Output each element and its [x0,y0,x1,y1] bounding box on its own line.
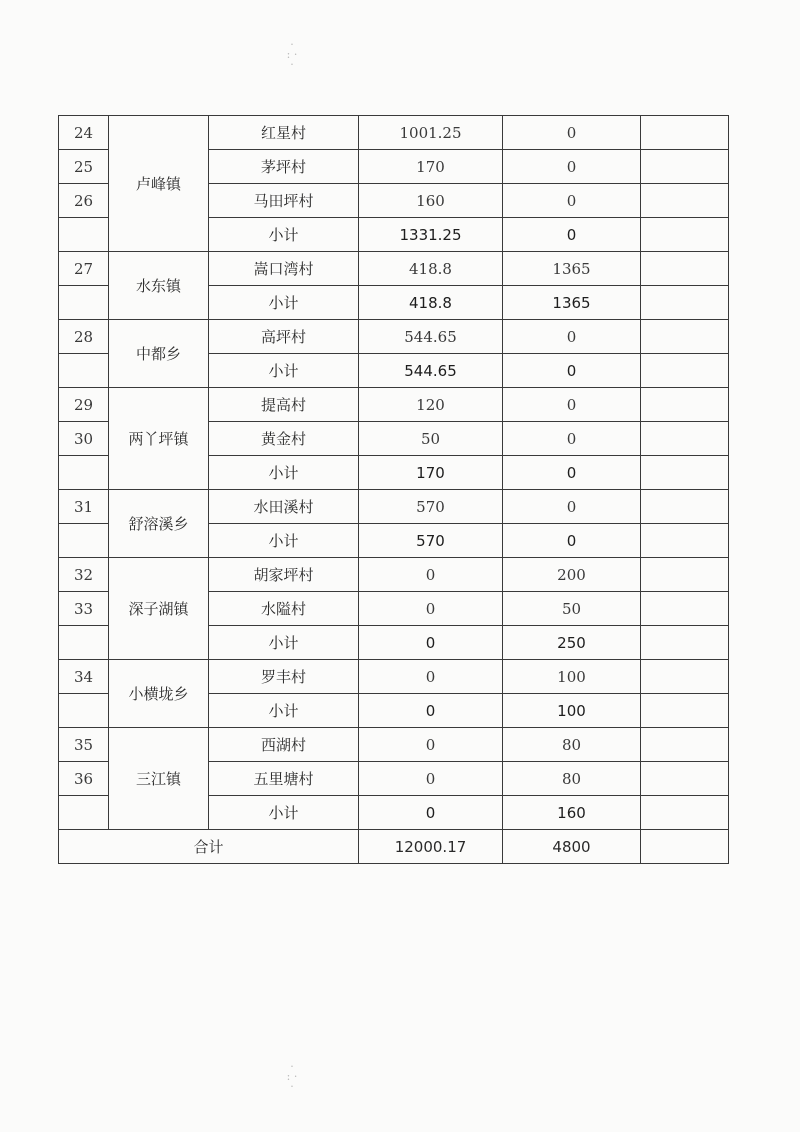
remarks-cell [641,252,729,286]
subtotal-value-a: 544.65 [359,354,503,388]
row-number-empty [59,218,109,252]
remarks-cell [641,116,729,150]
row-number: 30 [59,422,109,456]
remarks-cell [641,320,729,354]
row-number: 36 [59,762,109,796]
town-name: 卢峰镇 [109,116,209,252]
table-row [59,660,729,694]
table-row [59,388,729,422]
town-name: 小横垅乡 [109,660,209,728]
remarks-cell [641,422,729,456]
row-number: 26 [59,184,109,218]
value-b: 0 [503,116,641,150]
value-a: 0 [359,762,503,796]
value-a: 0 [359,558,503,592]
subtotal-value-a: 170 [359,456,503,490]
table-body [59,116,729,864]
subtotal-value-a: 0 [359,694,503,728]
remarks-cell [641,388,729,422]
subtotal-label: 小计 [209,626,359,660]
subtotal-value-b: 250 [503,626,641,660]
subtotal-value-a: 0 [359,796,503,830]
scan-artifact-bottom: · : · · [286,1060,298,1093]
village-name: 高坪村 [209,320,359,354]
row-number-empty [59,694,109,728]
remarks-cell [641,796,729,830]
row-number: 24 [59,116,109,150]
remarks-cell [641,626,729,660]
table-row [59,728,729,762]
remarks-cell [641,728,729,762]
subtotal-value-b: 0 [503,456,641,490]
town-name: 深子湖镇 [109,558,209,660]
remarks-cell [641,524,729,558]
value-a: 0 [359,592,503,626]
village-name: 茅坪村 [209,150,359,184]
remarks-cell [641,592,729,626]
village-name: 嵩口湾村 [209,252,359,286]
value-b: 0 [503,150,641,184]
remarks-cell [641,456,729,490]
value-a: 544.65 [359,320,503,354]
value-b: 80 [503,762,641,796]
table-row [59,116,729,150]
value-a: 418.8 [359,252,503,286]
town-name: 水东镇 [109,252,209,320]
village-name: 五里塘村 [209,762,359,796]
subtotal-value-b: 160 [503,796,641,830]
remarks-cell [641,218,729,252]
subtotal-label: 小计 [209,218,359,252]
value-a: 570 [359,490,503,524]
value-b: 0 [503,422,641,456]
value-b: 0 [503,184,641,218]
value-b: 100 [503,660,641,694]
row-number-empty [59,286,109,320]
row-number-empty [59,796,109,830]
village-name: 水田溪村 [209,490,359,524]
total-label: 合计 [59,830,359,864]
row-number: 25 [59,150,109,184]
subtotal-label: 小计 [209,456,359,490]
row-number: 28 [59,320,109,354]
village-name: 西湖村 [209,728,359,762]
value-b: 0 [503,490,641,524]
village-name: 红星村 [209,116,359,150]
remarks-cell [641,490,729,524]
town-name: 舒溶溪乡 [109,490,209,558]
subtotal-value-b: 0 [503,218,641,252]
remarks-cell [641,762,729,796]
remarks-cell [641,286,729,320]
village-name: 马田坪村 [209,184,359,218]
village-name: 水隘村 [209,592,359,626]
table-row [59,490,729,524]
value-b: 80 [503,728,641,762]
town-name: 两丫坪镇 [109,388,209,490]
subtotal-value-b: 100 [503,694,641,728]
village-name: 提高村 [209,388,359,422]
subtotal-label: 小计 [209,524,359,558]
row-number: 29 [59,388,109,422]
village-name: 黄金村 [209,422,359,456]
total-row [59,830,729,864]
town-name: 三江镇 [109,728,209,830]
value-a: 0 [359,728,503,762]
total-value-a: 12000.17 [359,830,503,864]
row-number: 34 [59,660,109,694]
remarks-cell [641,184,729,218]
subtotal-value-b: 0 [503,354,641,388]
remarks-cell [641,558,729,592]
remarks-cell [641,660,729,694]
value-a: 1001.25 [359,116,503,150]
row-number-empty [59,354,109,388]
subtotal-label: 小计 [209,694,359,728]
table-row [59,558,729,592]
value-b: 200 [503,558,641,592]
subtotal-value-b: 0 [503,524,641,558]
subtotal-label: 小计 [209,286,359,320]
value-a: 170 [359,150,503,184]
subtotal-value-a: 0 [359,626,503,660]
subtotal-value-a: 1331.25 [359,218,503,252]
value-b: 50 [503,592,641,626]
value-b: 0 [503,320,641,354]
remarks-cell [641,694,729,728]
value-b: 0 [503,388,641,422]
total-value-b: 4800 [503,830,641,864]
value-a: 50 [359,422,503,456]
allocation-table [58,115,729,864]
value-b: 1365 [503,252,641,286]
remarks-cell [641,150,729,184]
subtotal-value-a: 418.8 [359,286,503,320]
table-row [59,252,729,286]
row-number-empty [59,524,109,558]
subtotal-label: 小计 [209,354,359,388]
row-number: 32 [59,558,109,592]
remarks-cell [641,354,729,388]
row-number: 27 [59,252,109,286]
subtotal-value-a: 570 [359,524,503,558]
row-number: 33 [59,592,109,626]
subtotal-label: 小计 [209,796,359,830]
row-number-empty [59,456,109,490]
row-number-empty [59,626,109,660]
row-number: 31 [59,490,109,524]
value-a: 160 [359,184,503,218]
village-name: 胡家坪村 [209,558,359,592]
remarks-cell [641,830,729,864]
value-a: 120 [359,388,503,422]
town-name: 中都乡 [109,320,209,388]
scan-artifact-top: · : · · [286,38,298,71]
table-row [59,320,729,354]
row-number: 35 [59,728,109,762]
subtotal-value-b: 1365 [503,286,641,320]
village-name: 罗丰村 [209,660,359,694]
value-a: 0 [359,660,503,694]
